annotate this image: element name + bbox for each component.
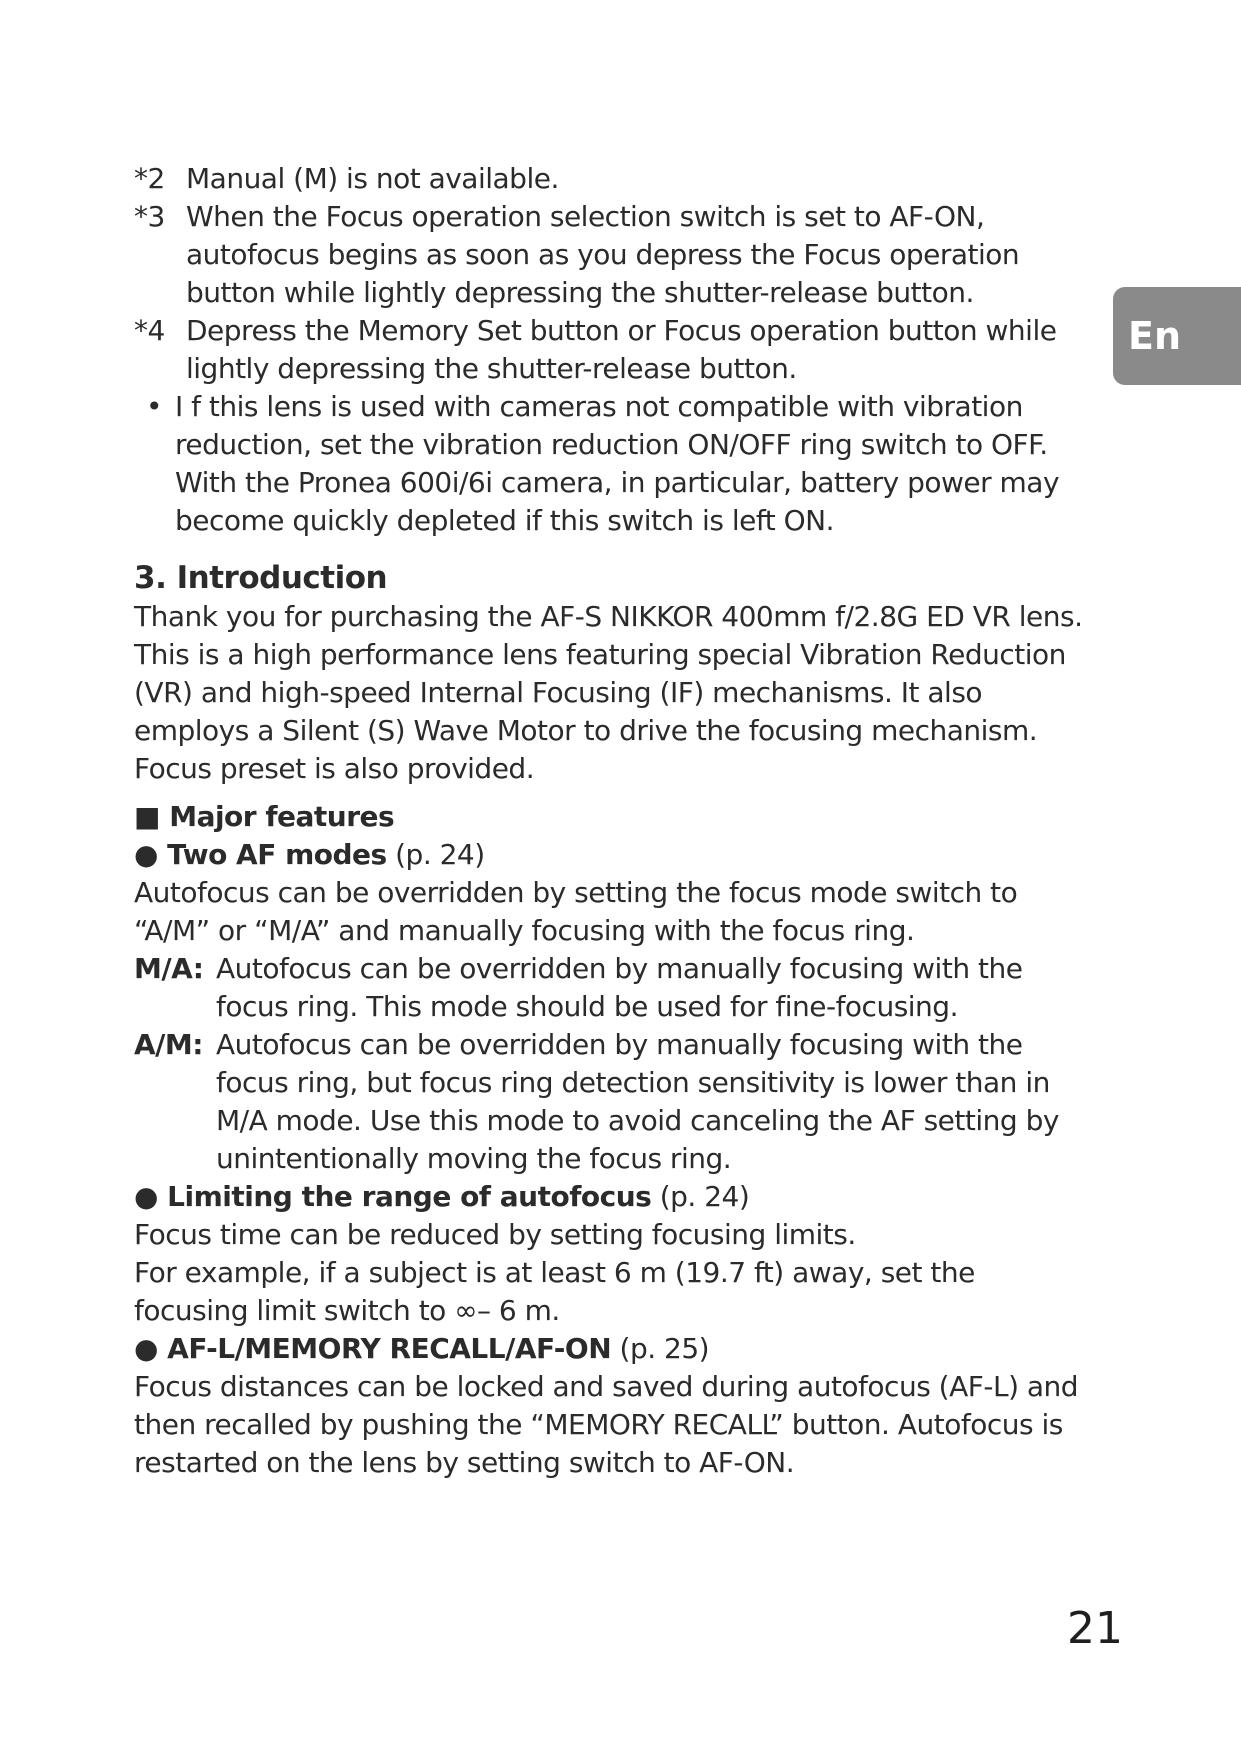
two-af-modes-heading	[134, 836, 1094, 874]
page-reference: (p. 25)	[611, 1332, 710, 1365]
feature-title: ● Limiting the range of autofocus	[134, 1180, 652, 1213]
mode-m-a	[134, 950, 1094, 1026]
mode-label: A/M:	[134, 1028, 203, 1061]
mode-a-m	[134, 1026, 1094, 1178]
limiting-range-line-1: Focus time can be reduced by setting focusing limits.	[134, 1218, 856, 1251]
footnote-mark: *4	[134, 314, 165, 347]
footnote-text: When the Focus operation selection switch is set to AF-ON, autofocus begins as soon as you depress the Focus operation button while lightly depressing the shutter-release button.	[186, 200, 1020, 309]
footnote-4	[134, 312, 1094, 388]
limiting-range-heading	[134, 1178, 1094, 1216]
two-af-modes-body: Autofocus can be overridden by setting the focus mode switch to “A/M” or “M/A” and manually focusing with the focus ring.	[134, 876, 1018, 947]
manual-page-body	[134, 160, 1094, 1482]
memory-recall-body: Focus distances can be locked and saved during autofocus (AF-L) and then recalled by pushing the “MEMORY RECALL” button. Autofocus is restarted on the lens by setting switch to AF-ON.	[134, 1370, 1079, 1479]
footnote-text: Manual (M) is not available.	[186, 162, 559, 195]
footnote-text: Depress the Memory Set button or Focus operation button while lightly depressing the shutter-release button.	[186, 314, 1057, 385]
mode-description: Autofocus can be overridden by manually focusing with the focus ring. This mode should be used for fine-focusing.	[216, 952, 1023, 1023]
introduction-heading: 3. Introduction	[134, 560, 388, 596]
page-number: 21	[1067, 1603, 1123, 1654]
feature-title: ● Two AF modes	[134, 838, 387, 871]
language-tab: En	[1113, 287, 1241, 385]
introduction-body: Thank you for purchasing the AF-S NIKKOR 400mm f/2.8G ED VR lens. This is a high performance lens featuring special Vibration Reduction (VR) and high-speed Internal Focusing (IF) mechanisms. It also employs a Silent (S) Wave Motor to drive the focusing mechanism. Focus preset is also provided.	[134, 600, 1083, 785]
bullet-dot: •	[146, 390, 163, 423]
limiting-range-line-2: For example, if a subject is at least 6 m (19.7 ft) away, set the focusing limit switch to ∞– 6 m.	[134, 1256, 975, 1327]
footnote-mark: *2	[134, 162, 165, 195]
page-reference: (p. 24)	[386, 838, 485, 871]
mode-description: Autofocus can be overridden by manually focusing with the focus ring, but focus ring detection sensitivity is lower than in M/A mode. Use this mode to avoid canceling the AF setting by unintentionally moving the focus ring.	[216, 1028, 1059, 1175]
bullet-text: I f this lens is used with cameras not compatible with vibration reduction, set the vibration reduction ON/OFF ring switch to OFF. With the Pronea 600i/6i camera, in particular, battery power may become quickly depleted if this switch is left ON.	[175, 390, 1060, 537]
vibration-reduction-warning	[134, 388, 1094, 540]
mode-label: M/A:	[134, 952, 204, 985]
footnote-2	[134, 160, 1094, 198]
footnote-3	[134, 198, 1094, 312]
footnote-mark: *3	[134, 200, 165, 233]
feature-title: ● AF-L/MEMORY RECALL/AF-ON	[134, 1332, 612, 1365]
page-reference: (p. 24)	[651, 1180, 750, 1213]
major-features-heading: ■ Major features	[134, 800, 395, 833]
memory-recall-heading	[134, 1330, 1094, 1368]
